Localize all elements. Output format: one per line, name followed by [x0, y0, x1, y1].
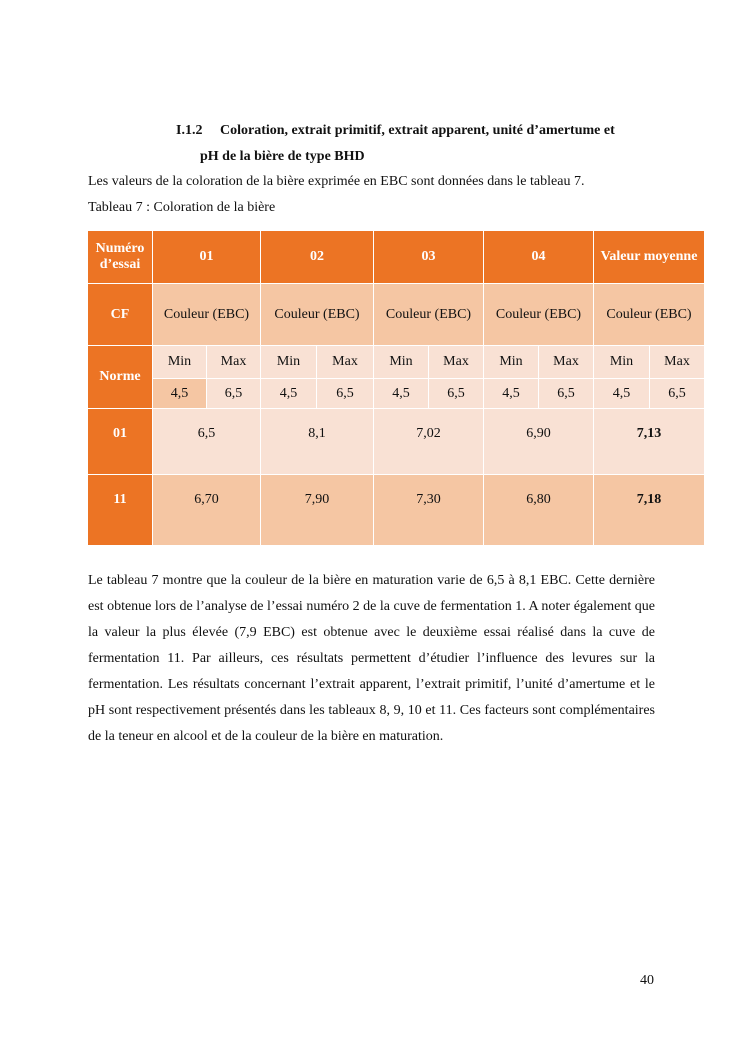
max-value: 6,5	[650, 379, 705, 409]
cf-label: CF	[88, 284, 153, 346]
column-header: 03	[374, 231, 484, 284]
mean-value-cell: 7,18	[594, 475, 705, 546]
min-value: 4,5	[261, 379, 317, 409]
section-heading	[176, 118, 656, 170]
max-value: 6,5	[539, 379, 594, 409]
unit-cell: Couleur (EBC)	[261, 284, 374, 346]
max-label: Max	[317, 346, 374, 379]
cf-row	[88, 284, 705, 346]
max-value: 6,5	[207, 379, 261, 409]
page-number: 40	[640, 973, 654, 988]
min-value: 4,5	[153, 379, 207, 409]
table-caption: Tableau 7 : Coloration de la bière	[88, 200, 276, 215]
value-cell: 6,70	[153, 475, 261, 546]
min-label: Min	[261, 346, 317, 379]
max-label: Max	[429, 346, 484, 379]
norme-label: Norme	[88, 346, 153, 409]
row-label: 11	[88, 475, 153, 546]
max-label: Max	[539, 346, 594, 379]
table-row	[88, 475, 705, 546]
column-header: 04	[484, 231, 594, 284]
value-cell: 8,1	[261, 409, 374, 475]
value-cell: 7,90	[261, 475, 374, 546]
max-label: Max	[207, 346, 261, 379]
min-label: Min	[374, 346, 429, 379]
header-row	[88, 231, 705, 284]
min-value: 4,5	[594, 379, 650, 409]
min-value: 4,5	[484, 379, 539, 409]
unit-cell: Couleur (EBC)	[374, 284, 484, 346]
unit-cell: Couleur (EBC)	[153, 284, 261, 346]
intro-text: Les valeurs de la coloration de la bière exprimée en EBC sont données dans le tableau 7.	[88, 174, 585, 189]
norme-values-row	[88, 379, 705, 409]
mean-column-header: Valeur moyenne	[594, 231, 705, 284]
coloration-table	[87, 230, 705, 546]
unit-cell: Couleur (EBC)	[484, 284, 594, 346]
section-title-line2: pH de la bière de type BHD	[200, 149, 365, 164]
unit-cell: Couleur (EBC)	[594, 284, 705, 346]
max-value: 6,5	[317, 379, 374, 409]
section-title-line1: Coloration, extrait primitif, extrait apparent, unité d’amertume et	[220, 123, 615, 138]
value-cell: 6,80	[484, 475, 594, 546]
table-row	[88, 409, 705, 475]
min-label: Min	[153, 346, 207, 379]
max-value: 6,5	[429, 379, 484, 409]
min-label: Min	[594, 346, 650, 379]
min-value: 4,5	[374, 379, 429, 409]
mean-value-cell: 7,13	[594, 409, 705, 475]
value-cell: 6,90	[484, 409, 594, 475]
column-header: 02	[261, 231, 374, 284]
body-paragraph: Le tableau 7 montre que la couleur de la bière en maturation varie de 6,5 à 8,1 EBC. Cette dernière est obtenue lors de l’analyse de l’essai numéro 2 de la cuve de fermentation 1. A noter également que la valeur la plus élevée (7,9 EBC) est obtenue avec le deuxième essai réalisé dans la cuve de fermentation 11. Par ailleurs, ces résultats permettent d’étudier l’influence des levures sur la fermentation. Les résultats concernant l’extrait apparent, l’extrait primitif, l’unité d’amertume et le pH sont respectivement présentés dans les tableaux 8, 9, 10 et 11. Ces facteurs sont complémentaires de la teneur en alcool et de la couleur de la bière en maturation.	[88, 573, 655, 744]
section-number: I.1.2	[176, 123, 203, 138]
column-header: 01	[153, 231, 261, 284]
value-cell: 6,5	[153, 409, 261, 475]
min-label: Min	[484, 346, 539, 379]
norme-minmax-row	[88, 346, 705, 379]
value-cell: 7,30	[374, 475, 484, 546]
max-label: Max	[650, 346, 705, 379]
corner-header: Numéro d’essai	[88, 231, 153, 284]
row-label: 01	[88, 409, 153, 475]
value-cell: 7,02	[374, 409, 484, 475]
